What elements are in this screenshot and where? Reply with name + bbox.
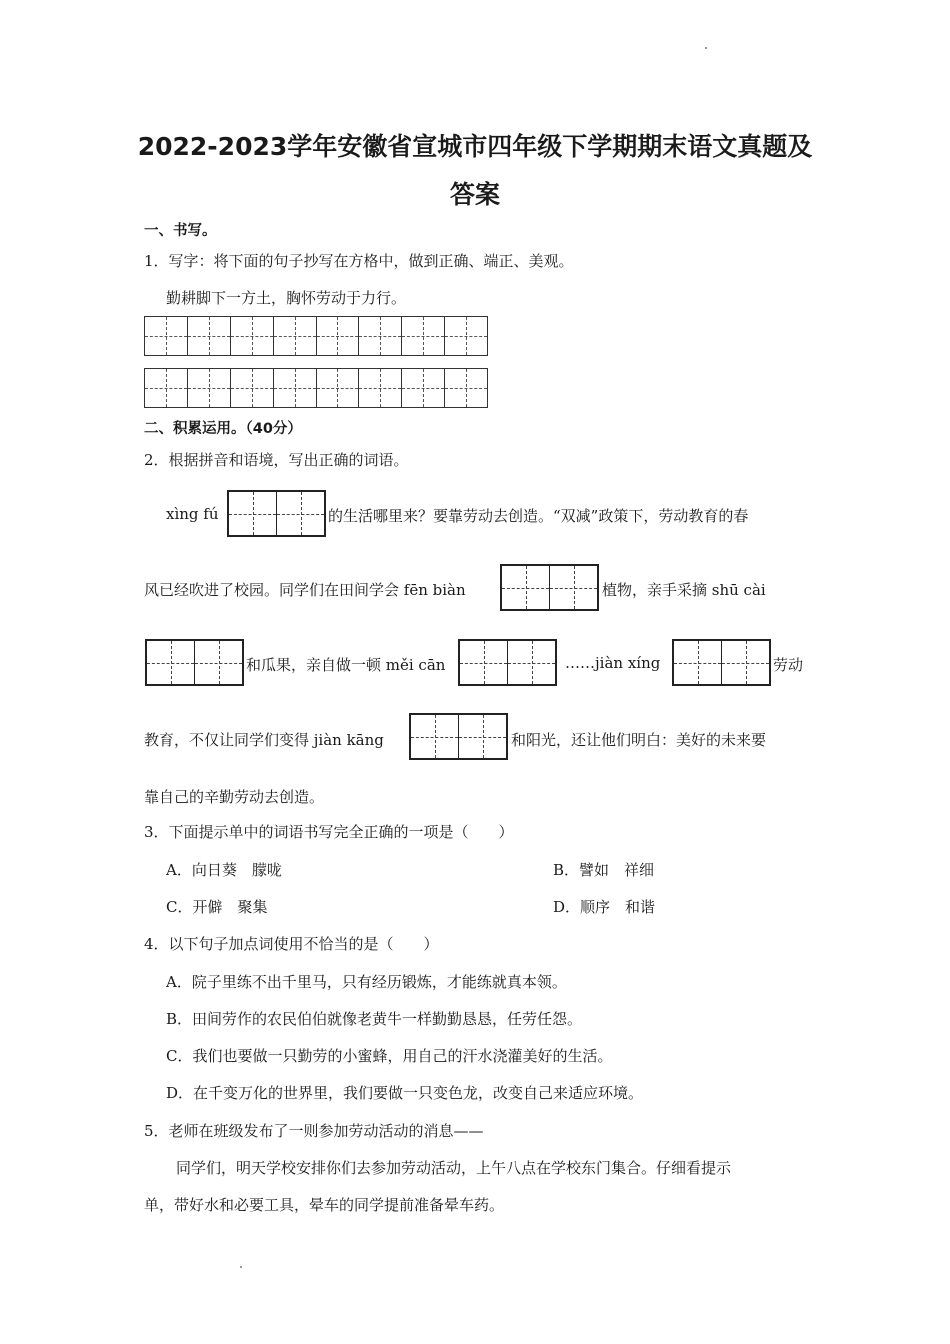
question-2: 2．根据拼音和语境，写出正确的词语。 [144,451,409,469]
notice-text: 同学们，明天学校安排你们去参加劳动活动，上午八点在学校东门集合。仔细看提示 [176,1159,732,1177]
answer-box-jianxing[interactable] [672,639,771,686]
passage-text: 风已经吹进了校园。同学们在田间学会 fēn biàn [144,581,466,599]
passage-text: 靠自己的辛勤劳动去创造。 [144,788,325,806]
passage-text: 劳动 [773,656,804,674]
passage-text: 的生活哪里来？要靠劳动去创造。“双减”政策下，劳动教育的春 [328,507,749,525]
passage-text: 和瓜果，亲自做一顿 měi cān [246,656,446,674]
option-d[interactable]: D．在千变万化的世界里，我们要做一只变色龙，改变自己来适应环境。 [166,1084,644,1102]
question-4: 4．以下句子加点词使用不恰当的是（ ） [144,935,439,953]
option-a[interactable]: A．向日葵 朦咙 [166,861,282,879]
answer-box-fenbian[interactable] [500,564,599,611]
option-d[interactable]: D．顺序 和谐 [553,898,656,916]
option-c[interactable]: C．开僻 聚集 [166,898,268,916]
passage-text: ……jiàn xíng [565,654,661,672]
section-heading: 二、积累运用。（40分） [144,421,302,437]
section-heading: 一、书写。 [144,223,217,239]
writing-grid[interactable] [144,316,488,356]
copy-sentence: 勤耕脚下一方土，胸怀劳动于力行。 [166,289,407,307]
answer-box-shucai[interactable] [145,639,244,686]
answer-box-jiankang[interactable] [409,713,508,760]
answer-box-meican[interactable] [458,639,557,686]
page-title: 2022-2023学年安徽省宣城市四年级下学期期末语文真题及 [137,132,813,161]
page-title: 答案 [449,180,500,209]
notice-text: 单，带好水和必要工具，晕车的同学提前准备晕车药。 [144,1196,505,1214]
answer-box-xingfu[interactable] [227,490,326,537]
question-1: 1．写字：将下面的句子抄写在方格中，做到正确、端正、美观。 [144,252,574,270]
option-b[interactable]: B．田间劳作的农民伯伯就像老黄牛一样勤勤恳恳，任劳任怨。 [166,1010,583,1028]
passage-text: 教育，不仅让同学们变得 jiàn kāng [144,731,384,749]
writing-grid[interactable] [144,368,488,408]
pinyin-xingfu: xìng fú [166,505,219,523]
passage-text: 植物，亲手采摘 shū cài [602,581,766,599]
question-3: 3．下面提示单中的词语书写完全正确的一项是（ ） [144,823,514,841]
passage-text: 和阳光，还让他们明白：美好的未来要 [511,731,767,749]
option-a[interactable]: A．院子里练不出千里马，只有经历锻炼，才能练就真本领。 [166,973,567,991]
option-c[interactable]: C．我们也要做一只勤劳的小蜜蜂，用自己的汗水浇灌美好的生活。 [166,1047,613,1065]
scan-dot [240,1266,242,1268]
option-b[interactable]: B．譬如 祥细 [553,861,655,879]
question-5: 5．老师在班级发布了一则参加劳动活动的消息—— [144,1122,484,1140]
scan-dot [705,47,707,49]
